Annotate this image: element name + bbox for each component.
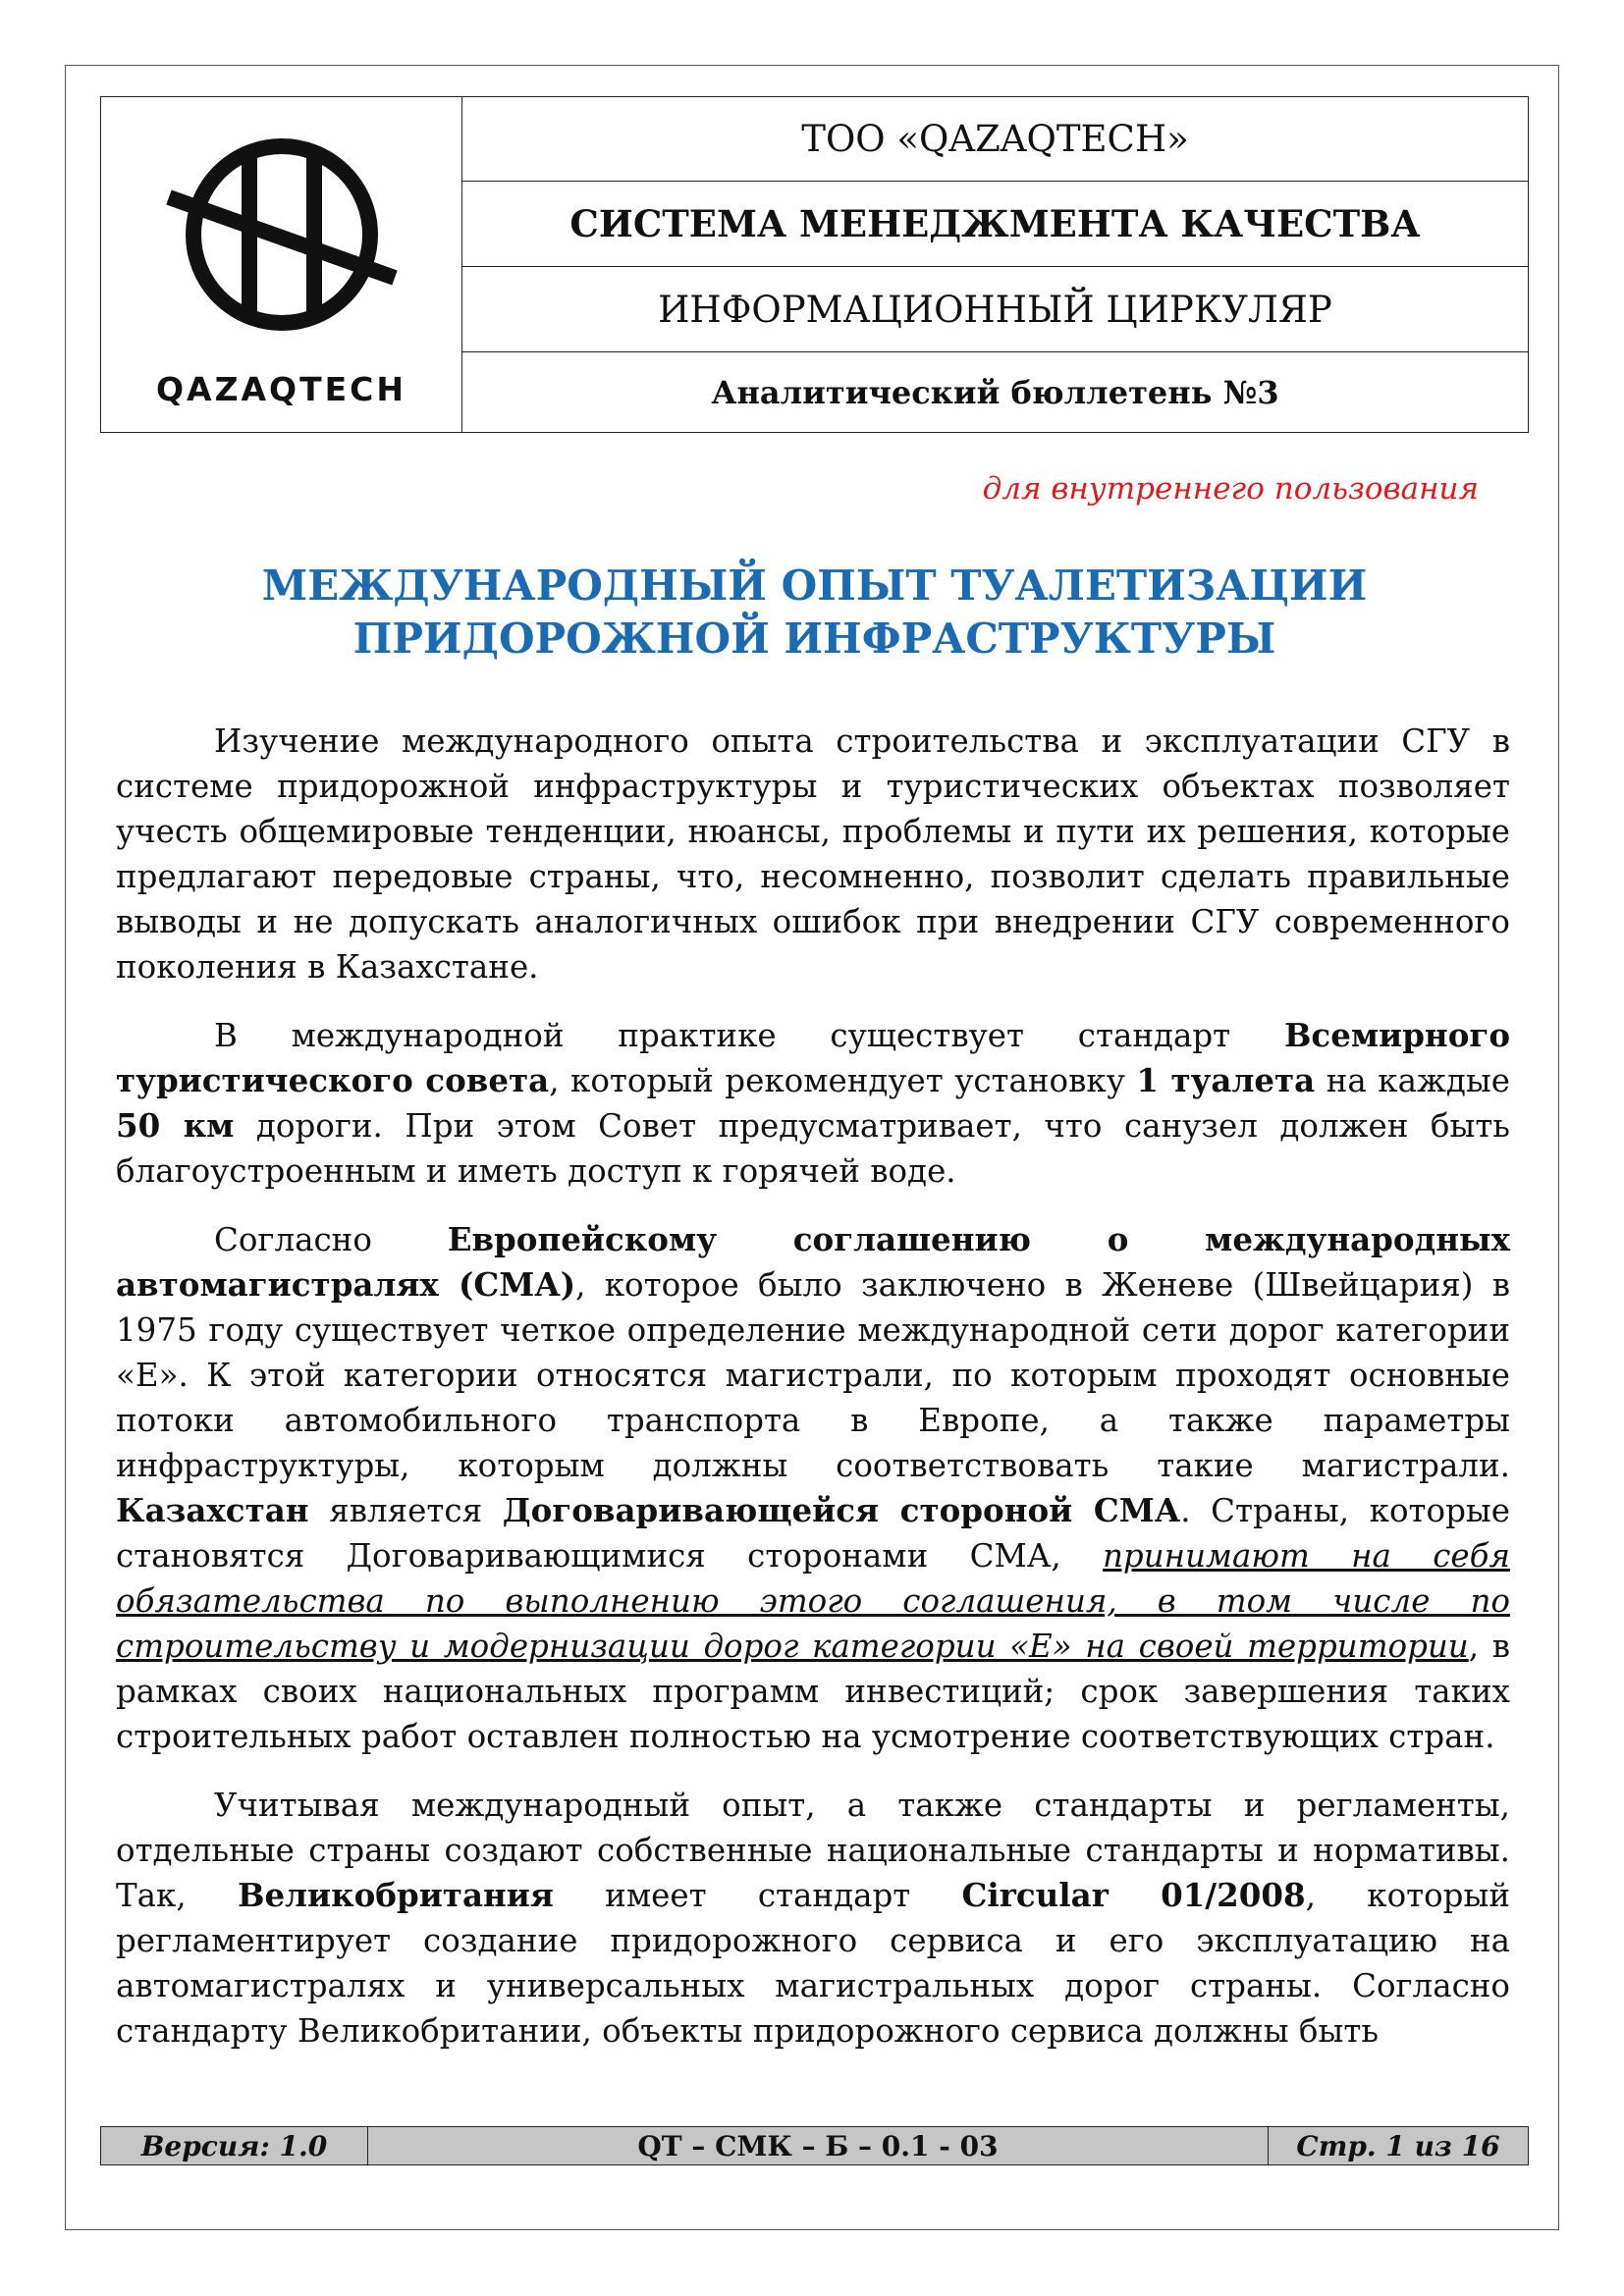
text-run: на каждые: [1315, 1062, 1510, 1099]
body-text: [116, 719, 1510, 2077]
text-run: В международной практике существует стандарт: [214, 1017, 1284, 1054]
bulletin-number: Аналитический бюллетень №3: [711, 373, 1279, 411]
header-table: [100, 96, 1529, 433]
internal-use-note: для внутреннего пользования: [982, 471, 1479, 507]
doc-type: ИНФОРМАЦИОННЫЙ ЦИРКУЛЯР: [462, 267, 1528, 352]
document-title: [100, 560, 1529, 666]
header-rows: [462, 97, 1528, 432]
footer-page-number: Стр. 1 из 16: [1296, 2129, 1500, 2163]
bold-run: Казахстан: [116, 1491, 309, 1529]
bold-run: Договаривающейся стороной СМА: [502, 1491, 1181, 1529]
text-run: Согласно: [214, 1221, 448, 1258]
footer-doc-code: QT – СМК – Б – 0.1 - 03: [368, 2127, 1269, 2164]
bold-run: Всемирного туристического совета: [116, 1016, 1510, 1099]
paragraph-3: [116, 1217, 1510, 1759]
logo-text: QAZAQTECH: [155, 370, 406, 408]
underlined-run: принимают на себя обязательства по выполнению этого соглашения, в том числе по строительству и модернизации дорог категории «Е» на своей территории: [116, 1537, 1510, 1665]
footer-version: Версия: 1.0: [101, 2127, 368, 2164]
text-run: , который регламентирует создание придорожного сервиса и его эксплуатацию на автомагистралях и универсальных магистральных дорог страны. Согласно стандарту Великобритании, объекты придорожного сервиса должны быть: [116, 1877, 1511, 2050]
text-run: , в рамках своих национальных программ инвестиций; срок завершения таких строительных работ оставлен полностью на усмотрение соответствующих стран.: [116, 1628, 1510, 1755]
text-run: имеет стандарт: [553, 1877, 962, 1914]
footer-table: [100, 2126, 1529, 2165]
bold-run: 1 туалета: [1136, 1061, 1316, 1099]
paragraph-4: [116, 1783, 1510, 2054]
bold-run: Circular 01/2008: [961, 1876, 1306, 1914]
bold-run: Великобритания: [237, 1876, 554, 1914]
paragraph-2: [116, 1013, 1510, 1194]
qazaqtech-logo-icon: [149, 119, 414, 364]
title-line-1: МЕЖДУНАРОДНЫЙ ОПЫТ ТУАЛЕТИЗАЦИИ: [261, 561, 1368, 610]
logo-cell: [101, 97, 462, 432]
bold-run: Европейскому соглашению о международных автомагистралях (СМА): [116, 1220, 1510, 1304]
text-run: дороги. При этом Совет предусматривает, что санузел должен быть благоустроенным и иметь доступ к горячей воде.: [116, 1107, 1510, 1190]
company-name: ТОО «QAZAQTECH»: [462, 97, 1528, 182]
paragraph-1: Изучение международного опыта строительства и эксплуатации СГУ в системе придорожной инфраструктуры и туристических объектах позволяет учесть общемировые тенденции, нюансы, проблемы и пути их решения, которые предлагают передовые страны, что, несомненно, позволит сделать правильные выводы и не допускать аналогичных ошибок при внедрении СГУ современного поколения в Казахстане.: [116, 722, 1510, 986]
bold-run: 50 км: [116, 1106, 235, 1145]
text-run: является: [308, 1492, 503, 1529]
text-run: Учитывая международный опыт, а также стандарты и регламенты, отдельные страны создают собственные национальные стандарты и нормативы. Так,: [116, 1787, 1510, 1914]
system-name: СИСТЕМА МЕНЕДЖМЕНТА КАЧЕСТВА: [462, 182, 1528, 267]
text-run: , которое было заключено в Женеве (Швейцария) в 1975 году существует четкое определение международной сети дорог категории «Е». К этой категории относятся магистрали, по которым проходят основные потоки автомобильного транспорта в Европе, а также параметры инфраструктуры, которым должны соответствовать такие магистрали.: [116, 1266, 1510, 1484]
text-run: . Страны, которые становятся Договаривающимися сторонами СМА,: [116, 1492, 1510, 1575]
text-run: , который рекомендует установку: [549, 1062, 1137, 1099]
title-line-2: ПРИДОРОЖНОЙ ИНФРАСТРУКТУРЫ: [352, 614, 1276, 663]
